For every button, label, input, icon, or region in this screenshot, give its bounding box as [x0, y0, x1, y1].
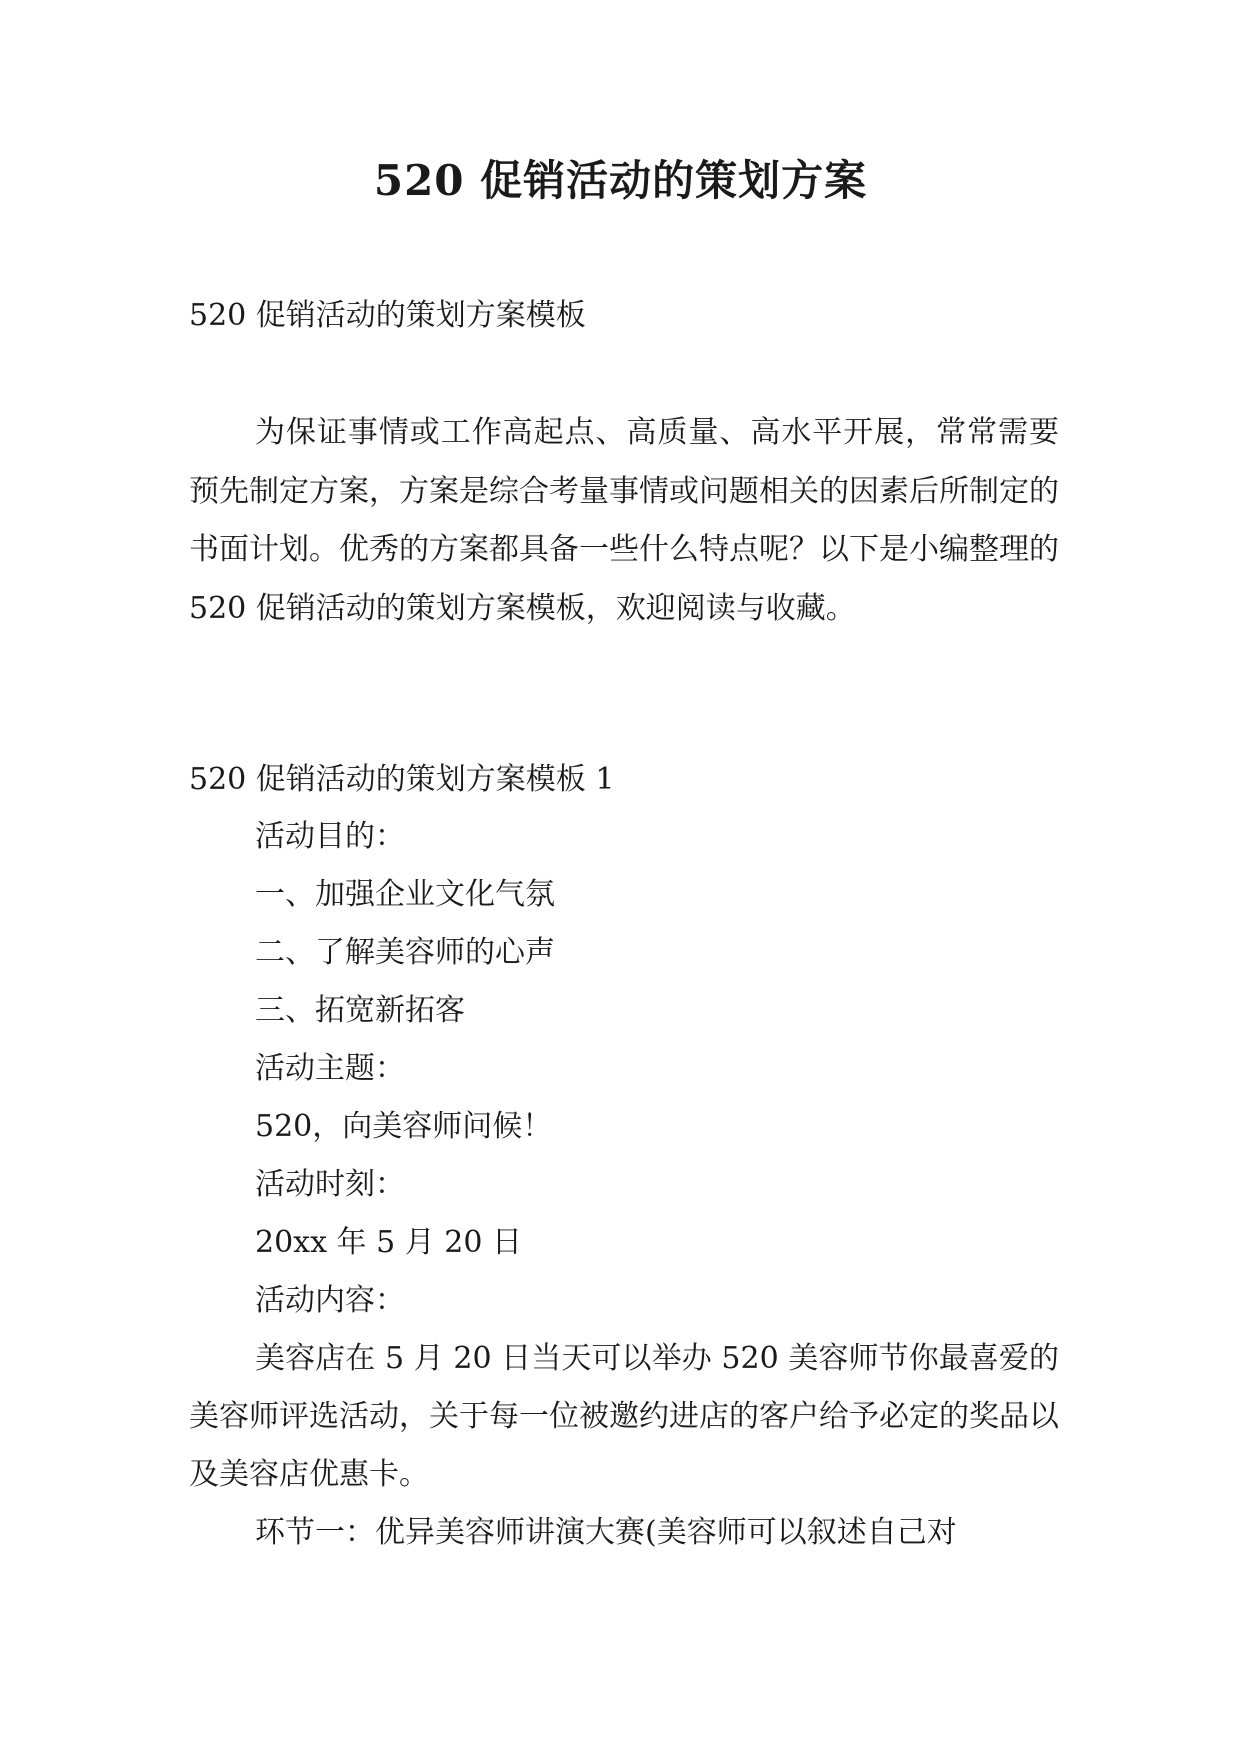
activity-content-paragraph: 美容店在 5 月 20 日当天可以举办 520 美容师节你最喜爱的美容师评选活动，关于每一位被邀约进店的客户给予必定的奖品以及美容店优惠卡。	[189, 1341, 1059, 1492]
document-subtitle: 520 促销活动的策划方案模板	[189, 298, 586, 333]
document-title: 520 促销活动的策划方案	[373, 156, 868, 205]
purpose-item-3: 三、拓宽新拓客	[255, 993, 465, 1028]
segment-one-paragraph: 环节一：优异美容师讲演大赛(美容师可以叙述自己对	[255, 1515, 957, 1550]
purpose-item-2: 二、了解美容师的心声	[255, 935, 555, 970]
activity-purpose-label: 活动目的：	[255, 819, 405, 854]
activity-theme-label: 活动主题：	[255, 1051, 405, 1086]
section-body	[189, 808, 1059, 1562]
intro-paragraph: 为保证事情或工作高起点、高质量、高水平开展，常常需要预先制定方案，方案是综合考量事情或问题相关的因素后所制定的书面计划。优秀的方案都具备一些什么特点呢？以下是小编整理的 520 促销活动的策划方案模板，欢迎阅读与收藏。	[189, 415, 1059, 626]
activity-time-label: 活动时刻：	[255, 1167, 405, 1202]
activity-theme-value: 520，向美容师问候！	[255, 1109, 553, 1144]
activity-time-value: 20xx 年 5 月 20 日	[255, 1225, 522, 1260]
section-heading: 520 促销活动的策划方案模板 1	[189, 762, 615, 797]
purpose-item-1: 一、加强企业文化气氛	[255, 877, 555, 912]
activity-content-label: 活动内容：	[255, 1283, 405, 1318]
